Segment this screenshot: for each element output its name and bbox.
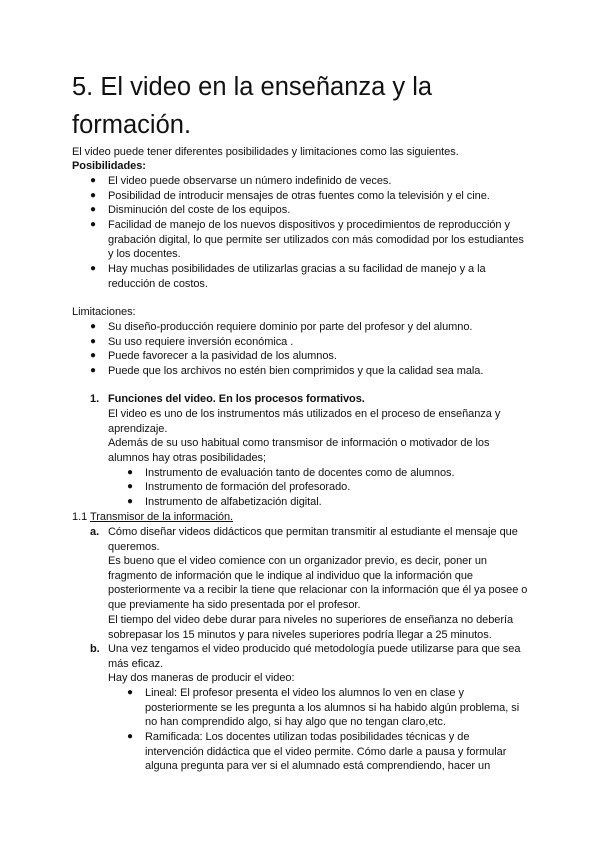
bullet-icon: ● [90, 190, 97, 201]
limitacion-item: Su diseño-producción requiere dominio por parte del profesor y del alumno. [108, 321, 473, 333]
posibilidad-item: El video puede observarse un número indefinido de veces. [108, 175, 392, 187]
subsection-heading: Transmisor de la información. [90, 511, 234, 523]
section-paragraph: Además de su uso habitual como transmisor de información o motivador de los alumnos hay otras posibilidades; [108, 437, 490, 464]
item-marker: a. [90, 526, 100, 538]
bullet-icon: ● [127, 467, 134, 478]
bullet-icon: ● [127, 731, 134, 742]
section-paragraph: El video es uno de los instrumentos más utilizados en el proceso de enseñanza y aprendizaje. [108, 408, 501, 435]
item-paragraph: El tiempo del video debe durar para niveles no superiores de enseñanza no debería sobrepasar los 15 minutos y para niveles superiores podría llegar a 25 minutos. [108, 614, 514, 641]
posibilidad-item: Disminución del coste de los equipos. [108, 204, 291, 216]
section-heading: Funciones del video. En los procesos formativos. [108, 393, 365, 405]
section-list-item: Instrumento de alfabetización digital. [145, 496, 322, 508]
item-marker: b. [90, 643, 100, 655]
section-number: 1. [90, 393, 100, 405]
bullet-icon: ● [90, 321, 97, 332]
posibilidad-item: Posibilidad de introducir mensajes de otras fuentes como la televisión y el cine. [108, 190, 490, 202]
limitacion-item: Puede favorecer a la pasividad de los alumnos. [108, 350, 337, 362]
posibilidades-heading: Posibilidades: [72, 160, 146, 172]
limitaciones-heading: Limitaciones: [72, 306, 136, 318]
bullet-icon: ● [90, 219, 97, 230]
item-paragraph: Es bueno que el video comience con un organizador previo, es decir, poner un fragmento de información que le indique al individuo que la información que posteriormente va a recibir la tiene que relacionar con la información que él ya posee o que previamente ha sido presentada por el profesor. [108, 555, 528, 611]
bullet-icon: ● [90, 175, 97, 186]
bullet-icon: ● [90, 263, 97, 274]
item-question: Cómo diseñar videos didácticos que permitan transmitir al estudiante el mensaje que queremos. [108, 526, 518, 553]
bullet-icon: ● [90, 336, 97, 347]
method-item: Lineal: El profesor presenta el video los alumnos lo ven en clase y posteriormente se les pregunta a los alumnos si ha habido algún problema, si no han comprendido algo, si hay algo que no tengan claro,etc. [145, 687, 520, 729]
item-paragraph: Hay dos maneras de producir el video: [108, 672, 295, 684]
limitacion-item: Puede que los archivos no estén bien comprimidos y que la calidad sea mala. [108, 365, 484, 377]
section-list-item: Instrumento de evaluación tanto de docentes como de alumnos. [145, 467, 455, 479]
method-item: Ramificada: Los docentes utilizan todas posibilidades técnicas y de intervención didáctica que el video permite. Cómo darle a pausa y formular alguna pregunta para ver si el alumnado está comprendiendo, hacer un [145, 731, 507, 773]
limitacion-item: Su uso requiere inversión económica . [108, 336, 294, 348]
bullet-icon: ● [127, 687, 134, 698]
bullet-icon: ● [127, 496, 134, 507]
intro-text: El video puede tener diferentes posibilidades y limitaciones como las siguientes. [72, 146, 459, 158]
bullet-icon: ● [90, 204, 97, 215]
item-question: Una vez tengamos el video producido qué metodología puede utilizarse para que sea más eficaz. [108, 643, 521, 670]
section-list-item: Instrumento de formación del profesorado. [145, 481, 351, 493]
bullet-icon: ● [90, 350, 97, 361]
page-title: 5. El video en la enseñanza y la formación. [72, 73, 433, 139]
bullet-icon: ● [90, 365, 97, 376]
bullet-icon: ● [127, 481, 134, 492]
subsection-number: 1.1 [72, 511, 88, 523]
posibilidad-item: Hay muchas posibilidades de utilizarlas gracias a su facilidad de manejo y a la reducción de costos. [108, 263, 486, 290]
posibilidad-item: Facilidad de manejo de los nuevos dispositivos y procedimientos de reproducción y grabación digital, lo que permite ser utilizados con más comodidad por los estudiantes y los docentes. [108, 219, 524, 261]
